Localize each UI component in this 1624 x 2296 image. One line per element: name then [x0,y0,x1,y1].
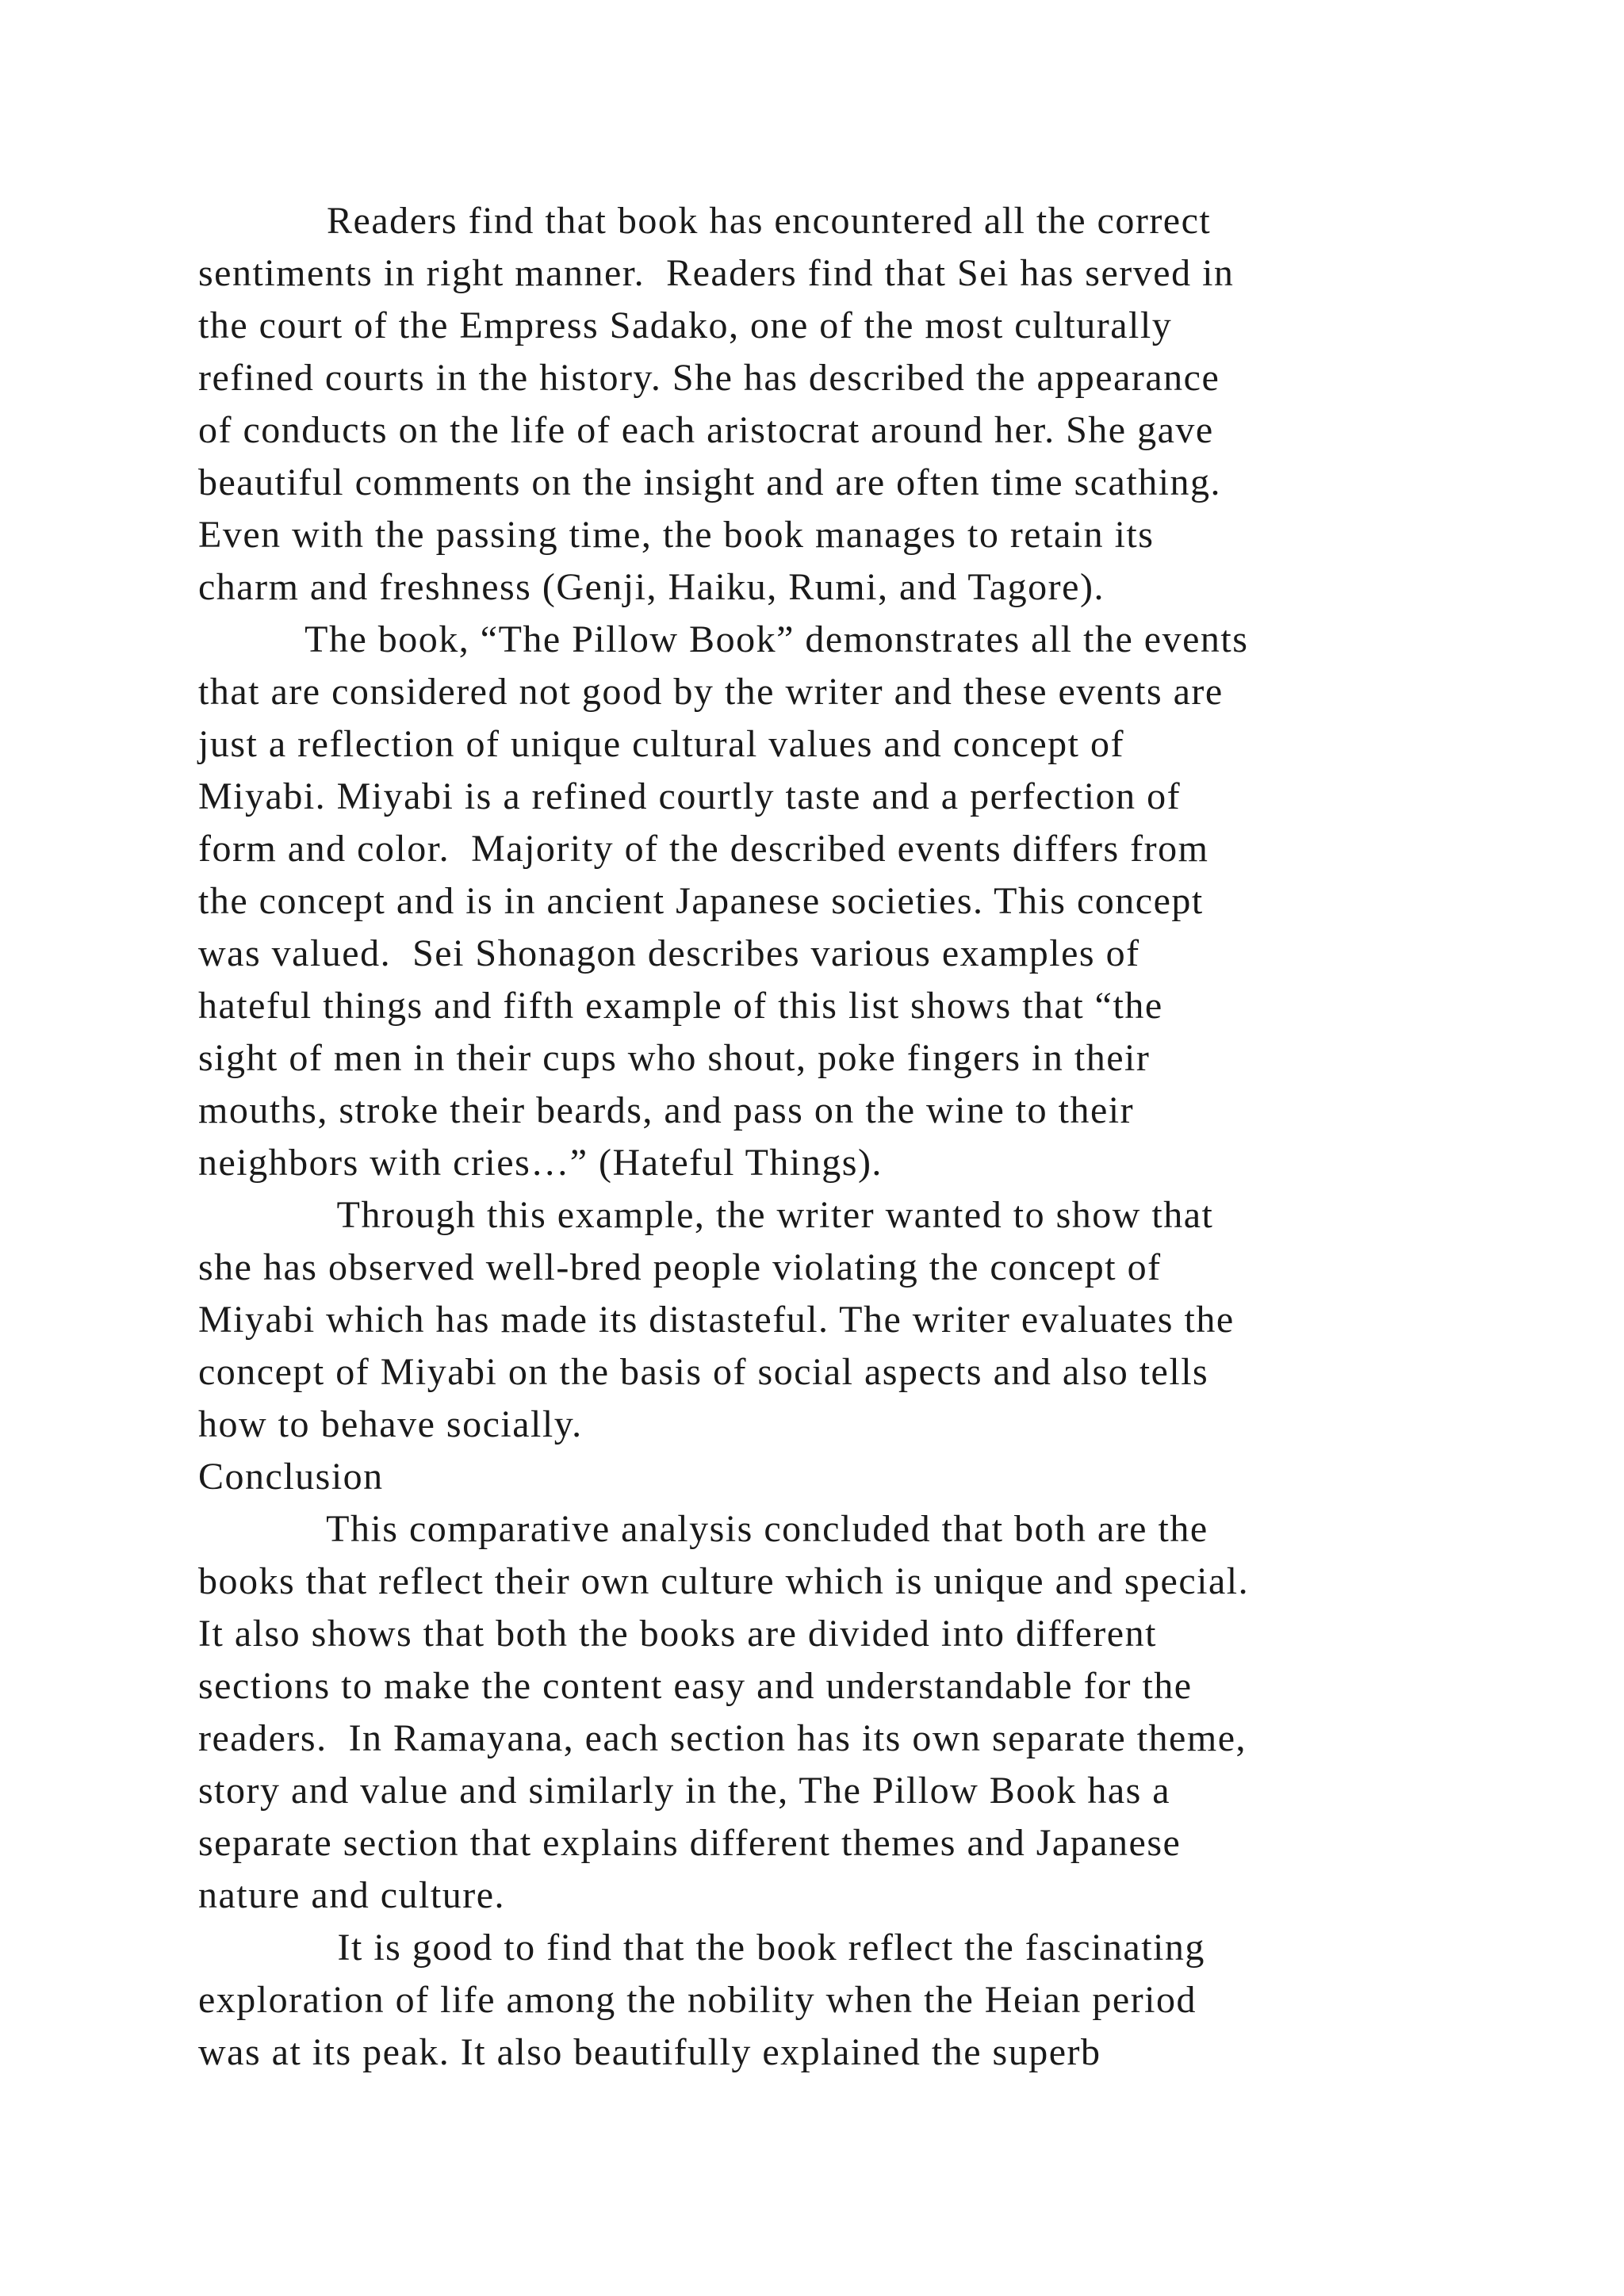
text-line: was at its peak. It also beautifully explained the superb [198,2031,1101,2073]
text-line: beautiful comments on the insight and are often time scathing. [198,461,1222,503]
text-line: hateful things and fifth example of this list shows that “the [198,985,1163,1027]
text-line: charm and freshness (Genji, Haiku, Rumi, and Tagore). [198,566,1105,608]
document-body [198,195,1515,2079]
text-line: mouths, stroke their beards, and pass on the wine to their [198,1089,1135,1131]
text-line: The book, “The Pillow Book” demonstrates all the events [198,618,1249,660]
section-heading: Conclusion [198,1456,384,1498]
text-line: Readers find that book has encountered all the correct [198,200,1212,242]
text-line: the concept and is in ancient Japanese societies. This concept [198,880,1204,922]
text-line: the court of the Empress Sadako, one of the most culturally [198,304,1173,346]
text-line: she has observed well-bred people violating the concept of [198,1246,1162,1288]
text-line: Miyabi. Miyabi is a refined courtly taste and a perfection of [198,775,1182,817]
text-line: story and value and similarly in the, The Pillow Book has a [198,1770,1171,1812]
text-line: Even with the passing time, the book manages to retain its [198,514,1155,556]
text-line: sentiments in right manner. Readers find that Sei has served in [198,252,1235,294]
text-line: It also shows that both the books are divided into different [198,1613,1157,1655]
text-line: Through this example, the writer wanted to show that [198,1194,1214,1236]
text-line: that are considered not good by the writer and these events are [198,671,1224,713]
text-line: readers. In Ramayana, each section has its own separate theme, [198,1717,1247,1759]
text-line: concept of Miyabi on the basis of social aspects and also tells [198,1351,1209,1393]
text-line: separate section that explains different themes and Japanese [198,1822,1182,1864]
text-line: how to behave socially. [198,1403,583,1445]
text-line: It is good to find that the book reflect the fascinating [198,1927,1205,1969]
text-line: This comparative analysis concluded that both are the [198,1508,1208,1550]
text-line: refined courts in the history. She has described the appearance [198,357,1220,399]
text-line: books that reflect their own culture which is unique and special. [198,1560,1250,1602]
text-line: exploration of life among the nobility when the Heian period [198,1979,1197,2021]
text-line: neighbors with cries…” (Hateful Things). [198,1142,883,1184]
text-line: sections to make the content easy and understandable for the [198,1665,1193,1707]
text-line: of conducts on the life of each aristocrat around her. She gave [198,409,1214,451]
text-line: was valued. Sei Shonagon describes various examples of [198,932,1140,974]
text-line: just a reflection of unique cultural values and concept of [198,723,1124,765]
text-line: sight of men in their cups who shout, poke fingers in their [198,1037,1151,1079]
text-line: form and color. Majority of the described events differs from [198,828,1209,870]
text-line: nature and culture. [198,1874,505,1916]
text-line: Miyabi which has made its distasteful. The writer evaluates the [198,1299,1235,1341]
